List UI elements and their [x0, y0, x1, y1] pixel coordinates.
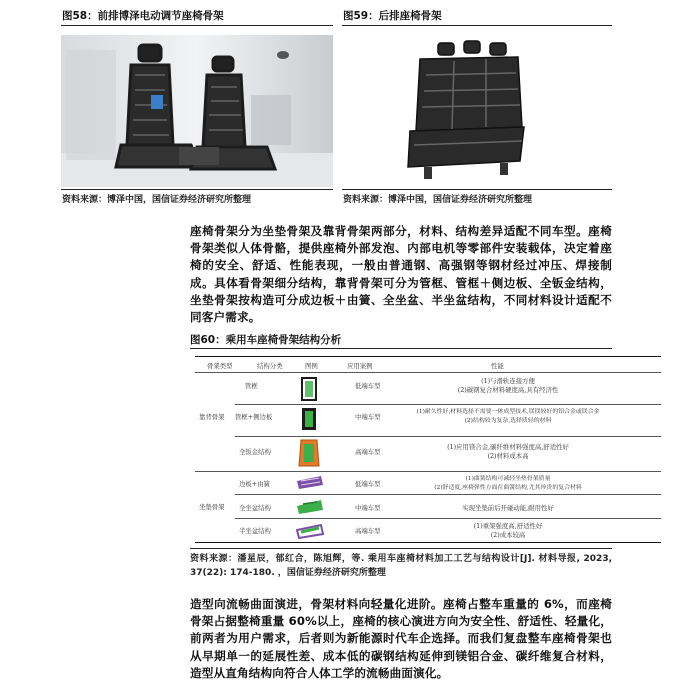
row-3-application: 高端车型 [355, 448, 381, 456]
figure-58-bottom-rule [61, 189, 333, 190]
header-application: 应用案例 [347, 362, 373, 370]
row-6-performance [413, 522, 603, 540]
figure-59-title: 图59：后排座椅骨架 [343, 10, 442, 22]
header-illustration: 图例 [305, 362, 318, 370]
row-2-application: 中端车型 [355, 413, 381, 421]
seat-frame-table [195, 356, 607, 544]
figure-58-top-rule [61, 25, 333, 26]
figure-60-title: 图60：乘用车座椅骨架结构分析 [190, 334, 342, 346]
row-4-perf-line-1: (1)曲簧结构可减轻坐垫骨架质量 [465, 476, 551, 482]
row-6-illustration [295, 520, 325, 540]
row-4-perf-line-2: (2)舒适度,座椅弹性方面在曲簧结构,尤其珍贵的复合材料 [434, 485, 582, 491]
row-2-structure: 管框+侧边板 [235, 413, 273, 421]
row-5-perf-line-1: 实现坐垫前后开碰动能,耐用性好 [462, 504, 554, 512]
paragraph-lightweight-trend: 造型向流畅曲面演进，骨架材料向轻量化进阶。座椅占整车重量的 6%，而座椅骨架占据整椅重量 60%以上，座椅的核心演进方向为安全性、舒适性、轻量化，前两者为用户需求，后者则为新能源时代车企选择。而我们复盘整车座椅骨架也从早期单一的延展性差、成本低的碳钢结构延伸到镁铝合金、碳纤维复合材料，造型从直角结构向符合人体工学的流畅曲面演化。 [190, 597, 612, 680]
row-4-divider [235, 494, 661, 495]
row-3-illustration [297, 438, 321, 468]
table-header-border [195, 372, 661, 373]
header-frame-type: 骨架类型 [207, 362, 233, 370]
row-5-divider [235, 518, 661, 519]
header-structure: 结构分类 [257, 362, 283, 370]
row-5-structure: 全坐盆结构 [239, 504, 271, 512]
row-1-perf-line-1: (1)与滑轨连接方便 [481, 377, 535, 385]
figure-60-top-rule [190, 348, 612, 349]
paragraph-seat-frame-structure: 座椅骨架分为坐垫骨架及靠背骨架两部分，材料、结构差异适配不同车型。座椅骨架类似人体骨骼，提供座椅外部发泡、内部电机等零部件安装载体，决定着座椅的安全、舒适、性能表现，一般由普通钢、高强钢等钢材经过冲压、焊接制成。具体看骨架细分结构，靠背骨架可分为管框、管框＋侧边板、全钣金结构，坐垫骨架按构造可分成边板＋由簧、全坐盆、半坐盆结构，不同材料设计适配不同客户需求。 [190, 224, 612, 325]
front-seat-frame-photo [61, 35, 333, 187]
row-2-perf-line-2: (2)结构较为复杂,选择质轻的材料 [464, 418, 552, 424]
table-bottom-border [195, 542, 661, 543]
row-1-structure: 管框 [245, 382, 258, 390]
row-6-application: 高端车型 [355, 527, 381, 535]
figure-58-title: 图58：前排博泽电动调节座椅骨架 [62, 10, 224, 22]
figure-60-source: 资料来源：潘星辰，郁红合，陈旭辉，等. 乘用车座椅材料加工工艺与结构设计[J]. 材料导报, 2023, 37(22): 174-180. ，国信证券经济研究所整理 [190, 554, 612, 578]
row-2-perf-line-1: (1)耐久性好,材料选择不需要一体成型技术,镁镁较好的铝合金或镁合金 [416, 409, 600, 415]
figure-59-top-rule [342, 25, 612, 26]
row-5-application: 中端车型 [355, 504, 381, 512]
row-5-illustration [295, 496, 325, 516]
row-3-perf-line-2: (2)材料成本高 [487, 452, 529, 460]
row-2-performance [413, 408, 603, 426]
group-seat-frame: 坐垫骨架 [199, 503, 225, 511]
rear-seat-frame-photo [400, 35, 530, 187]
row-4-application: 低端车型 [355, 480, 381, 488]
row-2-illustration [299, 406, 319, 432]
figure-59-source: 资料来源：博泽中国，国信证券经济研究所整理 [343, 195, 533, 205]
row-4-performance [413, 475, 603, 493]
row-6-structure: 半坐盆结构 [239, 527, 271, 535]
figure-59-bottom-rule [342, 189, 612, 190]
figure-58-source: 资料来源：博泽中国，国信证券经济研究所整理 [62, 195, 252, 205]
group-back-frame: 靠背骨架 [199, 413, 225, 421]
row-4-illustration [295, 473, 325, 491]
row-5-performance [413, 504, 603, 513]
row-6-perf-line-2: (2)成本较高 [490, 531, 526, 539]
row-1-perf-line-2: (2)碳钢复合材料硬度高,具有经济性 [457, 386, 559, 394]
row-1-illustration [299, 376, 319, 402]
figure-60-bottom-rule [190, 548, 612, 549]
row-1-divider [235, 404, 661, 405]
table-top-border [195, 356, 661, 357]
row-1-application: 低端车型 [355, 382, 381, 390]
row-6-perf-line-1: (1)重架强度高,舒适性好 [473, 522, 543, 530]
row-4-structure: 边板+由簧 [239, 480, 270, 488]
row-3-divider [195, 471, 661, 472]
row-3-perf-line-1: (1)应用镁合金,碳纤维材料强度高,舒适性好 [447, 443, 569, 451]
row-2-divider [235, 436, 661, 437]
row-1-performance [413, 377, 603, 395]
row-3-performance [413, 443, 603, 461]
row-3-structure: 全钣金结构 [239, 448, 271, 456]
header-performance: 性能 [491, 362, 504, 370]
